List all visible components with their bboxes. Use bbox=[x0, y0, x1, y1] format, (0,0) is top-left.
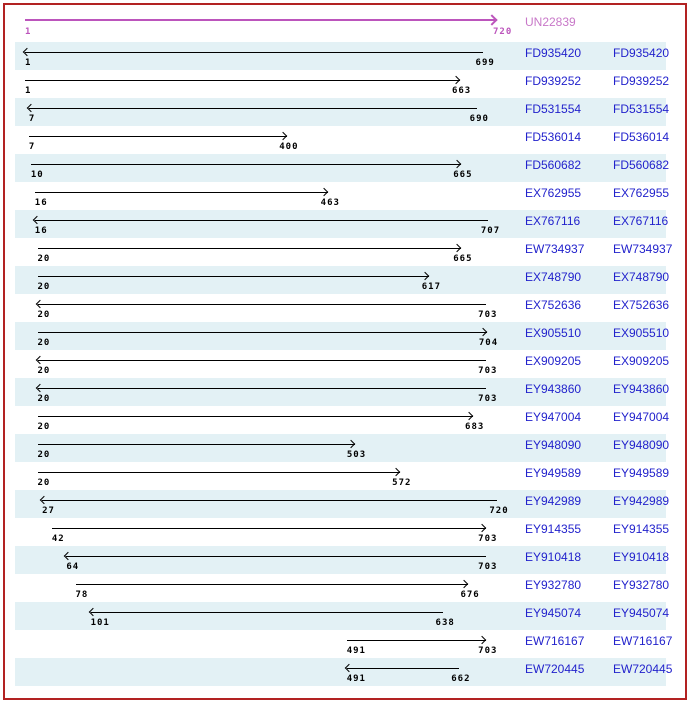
alignment-row bbox=[15, 322, 670, 350]
end-coordinate: 703 bbox=[478, 394, 498, 404]
accession-link-secondary[interactable]: EX748790 bbox=[613, 270, 670, 284]
start-coordinate: 16 bbox=[34, 226, 48, 236]
accession-link-secondary[interactable]: EX767116 bbox=[613, 214, 669, 228]
accession-link-secondary[interactable]: EX752636 bbox=[613, 298, 670, 312]
arrowhead-icon bbox=[320, 188, 328, 196]
start-coordinate: 20 bbox=[37, 254, 51, 264]
alignment-row bbox=[15, 42, 670, 70]
alignment-row bbox=[15, 98, 670, 126]
alignment-arrow-line bbox=[38, 332, 487, 333]
alignment-row bbox=[15, 518, 670, 546]
accession-link[interactable]: EX752636 bbox=[525, 298, 582, 312]
start-coordinate: 27 bbox=[42, 506, 55, 516]
alignment-row bbox=[15, 574, 670, 602]
alignment-viewer-frame bbox=[3, 3, 687, 700]
end-coordinate: 703 bbox=[478, 562, 498, 572]
start-coordinate: 10 bbox=[30, 170, 44, 180]
start-coordinate: 20 bbox=[37, 394, 51, 404]
alignment-arrow-line bbox=[38, 416, 473, 417]
end-coordinate: 638 bbox=[435, 618, 455, 628]
accession-link-secondary[interactable]: EX762955 bbox=[613, 186, 670, 200]
end-coordinate: 665 bbox=[453, 170, 473, 180]
end-coordinate: 676 bbox=[460, 590, 480, 600]
accession-link[interactable]: EX905510 bbox=[525, 326, 582, 340]
accession-link-secondary[interactable]: EY948090 bbox=[613, 438, 670, 452]
alignment-row bbox=[15, 546, 670, 574]
alignment-row bbox=[15, 126, 670, 154]
start-coordinate: 491 bbox=[346, 646, 366, 656]
end-coordinate: 665 bbox=[453, 254, 473, 264]
alignment-arrow-line bbox=[38, 388, 486, 389]
end-coordinate: 663 bbox=[451, 86, 472, 96]
start-coordinate: 42 bbox=[51, 534, 65, 544]
start-coordinate: 20 bbox=[37, 478, 51, 488]
accession-link-secondary[interactable]: FD935420 bbox=[613, 46, 670, 60]
end-coordinate: 690 bbox=[469, 114, 489, 124]
end-coordinate: 683 bbox=[465, 422, 485, 432]
accession-link-secondary[interactable]: FD536014 bbox=[613, 130, 670, 144]
start-coordinate: 1 bbox=[25, 86, 32, 96]
alignment-arrow-line bbox=[31, 164, 461, 165]
start-coordinate: 20 bbox=[37, 422, 51, 432]
arrowhead-icon bbox=[346, 440, 354, 448]
accession-link[interactable]: EY910418 bbox=[525, 550, 582, 564]
start-coordinate: 20 bbox=[37, 338, 51, 348]
arrowhead-icon bbox=[344, 664, 352, 672]
accession-link[interactable]: EW716167 bbox=[525, 634, 585, 648]
alignment-arrow-line bbox=[29, 136, 287, 137]
start-coordinate: 20 bbox=[37, 450, 51, 460]
arrowhead-icon bbox=[421, 272, 429, 280]
end-coordinate: 703 bbox=[478, 646, 498, 656]
start-coordinate: 7 bbox=[28, 142, 36, 152]
alignment-arrow-line bbox=[25, 80, 460, 81]
accession-link-secondary[interactable]: EY949589 bbox=[613, 466, 670, 480]
start-coordinate: 64 bbox=[66, 562, 80, 572]
alignment-row bbox=[15, 630, 673, 658]
end-coordinate: 703 bbox=[478, 534, 498, 544]
start-coordinate: 101 bbox=[90, 618, 110, 628]
accession-link-secondary[interactable]: EY910418 bbox=[613, 550, 670, 564]
arrowhead-icon bbox=[478, 524, 486, 532]
alignment-arrow-line bbox=[91, 612, 444, 613]
alignment-row bbox=[15, 658, 673, 686]
alignment-row bbox=[15, 154, 670, 182]
alignment-arrow-line bbox=[35, 192, 328, 193]
alignment-arrow-line bbox=[76, 584, 469, 585]
end-coordinate: 400 bbox=[279, 142, 299, 152]
alignment-arrow-line bbox=[347, 640, 486, 641]
end-coordinate: 662 bbox=[451, 674, 471, 684]
end-coordinate: 463 bbox=[320, 198, 340, 208]
start-coordinate: 20 bbox=[37, 282, 51, 292]
reference-row bbox=[5, 5, 685, 42]
accession-link-secondary[interactable]: EX905510 bbox=[613, 326, 670, 340]
start-coordinate: 1 bbox=[25, 58, 32, 68]
end-coordinate: 503 bbox=[346, 450, 367, 460]
accession-link-secondary[interactable]: EY932780 bbox=[613, 578, 670, 592]
accession-link-secondary[interactable]: EY942989 bbox=[613, 494, 670, 508]
arrowhead-icon bbox=[35, 384, 43, 392]
accession-link[interactable]: FD531554 bbox=[525, 102, 582, 116]
arrowhead-icon bbox=[35, 356, 43, 364]
arrowhead-icon bbox=[453, 160, 461, 168]
reference-end-coordinate: 720 bbox=[493, 27, 513, 37]
alignment-arrow-line bbox=[29, 108, 477, 109]
alignment-arrow-line bbox=[42, 500, 497, 501]
alignment-row bbox=[15, 266, 670, 294]
accession-link-secondary[interactable]: EY947004 bbox=[613, 410, 670, 424]
alignment-row bbox=[15, 238, 673, 266]
arrowhead-icon bbox=[23, 48, 31, 56]
alignment-row bbox=[15, 378, 670, 406]
accession-link-secondary[interactable]: EY945074 bbox=[613, 606, 670, 620]
accession-link[interactable]: EX909205 bbox=[525, 354, 582, 368]
arrowhead-icon bbox=[453, 244, 461, 252]
arrowhead-icon bbox=[33, 216, 41, 224]
alignment-arrow-line bbox=[38, 444, 355, 445]
end-coordinate: 699 bbox=[475, 58, 495, 68]
accession-link[interactable]: EX762955 bbox=[525, 186, 582, 200]
arrowhead-icon bbox=[478, 328, 486, 336]
alignment-row bbox=[15, 490, 670, 518]
accession-link[interactable]: FD536014 bbox=[525, 130, 582, 144]
accession-link-secondary[interactable]: EW734937 bbox=[613, 242, 673, 256]
alignment-row bbox=[15, 294, 670, 322]
alignment-row bbox=[15, 70, 670, 98]
alignment-arrow-line bbox=[38, 360, 486, 361]
accession-link[interactable]: FD935420 bbox=[525, 46, 582, 60]
arrowhead-icon bbox=[279, 132, 287, 140]
start-coordinate: 491 bbox=[346, 674, 366, 684]
accession-link-secondary[interactable]: FD531554 bbox=[613, 102, 670, 116]
reference-start-coordinate: 1 bbox=[25, 27, 32, 37]
alignment-row bbox=[15, 602, 670, 630]
alignment-row bbox=[15, 350, 670, 378]
accession-link-secondary[interactable]: FD560682 bbox=[613, 158, 670, 172]
accession-link-secondary[interactable]: EX909205 bbox=[613, 354, 670, 368]
accession-link[interactable]: EY948090 bbox=[525, 438, 582, 452]
alignment-row bbox=[15, 462, 670, 490]
end-coordinate: 704 bbox=[478, 338, 499, 348]
arrowhead-icon bbox=[464, 412, 472, 420]
start-coordinate: 20 bbox=[37, 366, 51, 376]
accession-link[interactable]: EW720445 bbox=[525, 662, 585, 676]
end-coordinate: 720 bbox=[489, 506, 509, 516]
end-coordinate: 572 bbox=[392, 478, 412, 488]
end-coordinate: 617 bbox=[421, 282, 442, 292]
alignment-row bbox=[15, 210, 669, 238]
accession-link-secondary[interactable]: EY914355 bbox=[613, 522, 670, 536]
accession-link[interactable]: EX748790 bbox=[525, 270, 582, 284]
arrowhead-icon bbox=[392, 468, 400, 476]
start-coordinate: 20 bbox=[37, 310, 51, 320]
accession-link[interactable]: EY943860 bbox=[525, 382, 582, 396]
accession-link-secondary[interactable]: EY943860 bbox=[613, 382, 670, 396]
arrowhead-icon bbox=[88, 608, 96, 616]
alignment-arrow-line bbox=[38, 304, 486, 305]
alignment-arrow-line bbox=[38, 248, 461, 249]
accession-link[interactable]: EY945074 bbox=[525, 606, 582, 620]
alignment-row bbox=[15, 434, 670, 462]
arrowhead-icon bbox=[478, 636, 486, 644]
alignment-row bbox=[15, 182, 670, 210]
start-coordinate: 7 bbox=[28, 114, 36, 124]
accession-link[interactable]: FD560682 bbox=[525, 158, 582, 172]
arrowhead-icon bbox=[460, 580, 468, 588]
accession-link-secondary[interactable]: EW720445 bbox=[613, 662, 673, 676]
accession-link[interactable]: EW734937 bbox=[525, 242, 585, 256]
alignment-arrow-line bbox=[35, 220, 489, 221]
alignment-arrow-line bbox=[347, 668, 459, 669]
start-coordinate: 78 bbox=[75, 590, 89, 600]
accession-link[interactable]: EX767116 bbox=[525, 214, 581, 228]
reference-accession-link[interactable]: UN22839 bbox=[525, 15, 576, 29]
alignment-arrow-line bbox=[66, 556, 486, 557]
accession-link[interactable]: EY932780 bbox=[525, 578, 582, 592]
alignment-arrow-line bbox=[38, 276, 430, 277]
accession-link[interactable]: EY914355 bbox=[525, 522, 582, 536]
arrowhead-icon bbox=[40, 496, 48, 504]
arrowhead-icon bbox=[451, 76, 459, 84]
start-coordinate: 16 bbox=[34, 198, 48, 208]
accession-link[interactable]: FD939252 bbox=[525, 74, 582, 88]
end-coordinate: 703 bbox=[478, 366, 498, 376]
alignment-rows bbox=[15, 42, 673, 686]
arrowhead-icon bbox=[64, 552, 72, 560]
accession-link[interactable]: EY949589 bbox=[525, 466, 582, 480]
alignment-arrow-line bbox=[52, 528, 486, 529]
reference-arrow-line bbox=[25, 19, 497, 21]
end-coordinate: 707 bbox=[480, 226, 501, 236]
accession-link-secondary[interactable]: FD939252 bbox=[613, 74, 670, 88]
alignment-row bbox=[15, 406, 670, 434]
accession-link[interactable]: EY947004 bbox=[525, 410, 582, 424]
arrowhead-icon bbox=[27, 104, 35, 112]
alignment-arrow-line bbox=[38, 472, 400, 473]
accession-link[interactable]: EY942989 bbox=[525, 494, 582, 508]
alignment-arrow-line bbox=[25, 52, 483, 53]
accession-link-secondary[interactable]: EW716167 bbox=[613, 634, 673, 648]
right-arrowhead-icon bbox=[486, 14, 497, 25]
end-coordinate: 703 bbox=[478, 310, 498, 320]
arrowhead-icon bbox=[35, 300, 43, 308]
